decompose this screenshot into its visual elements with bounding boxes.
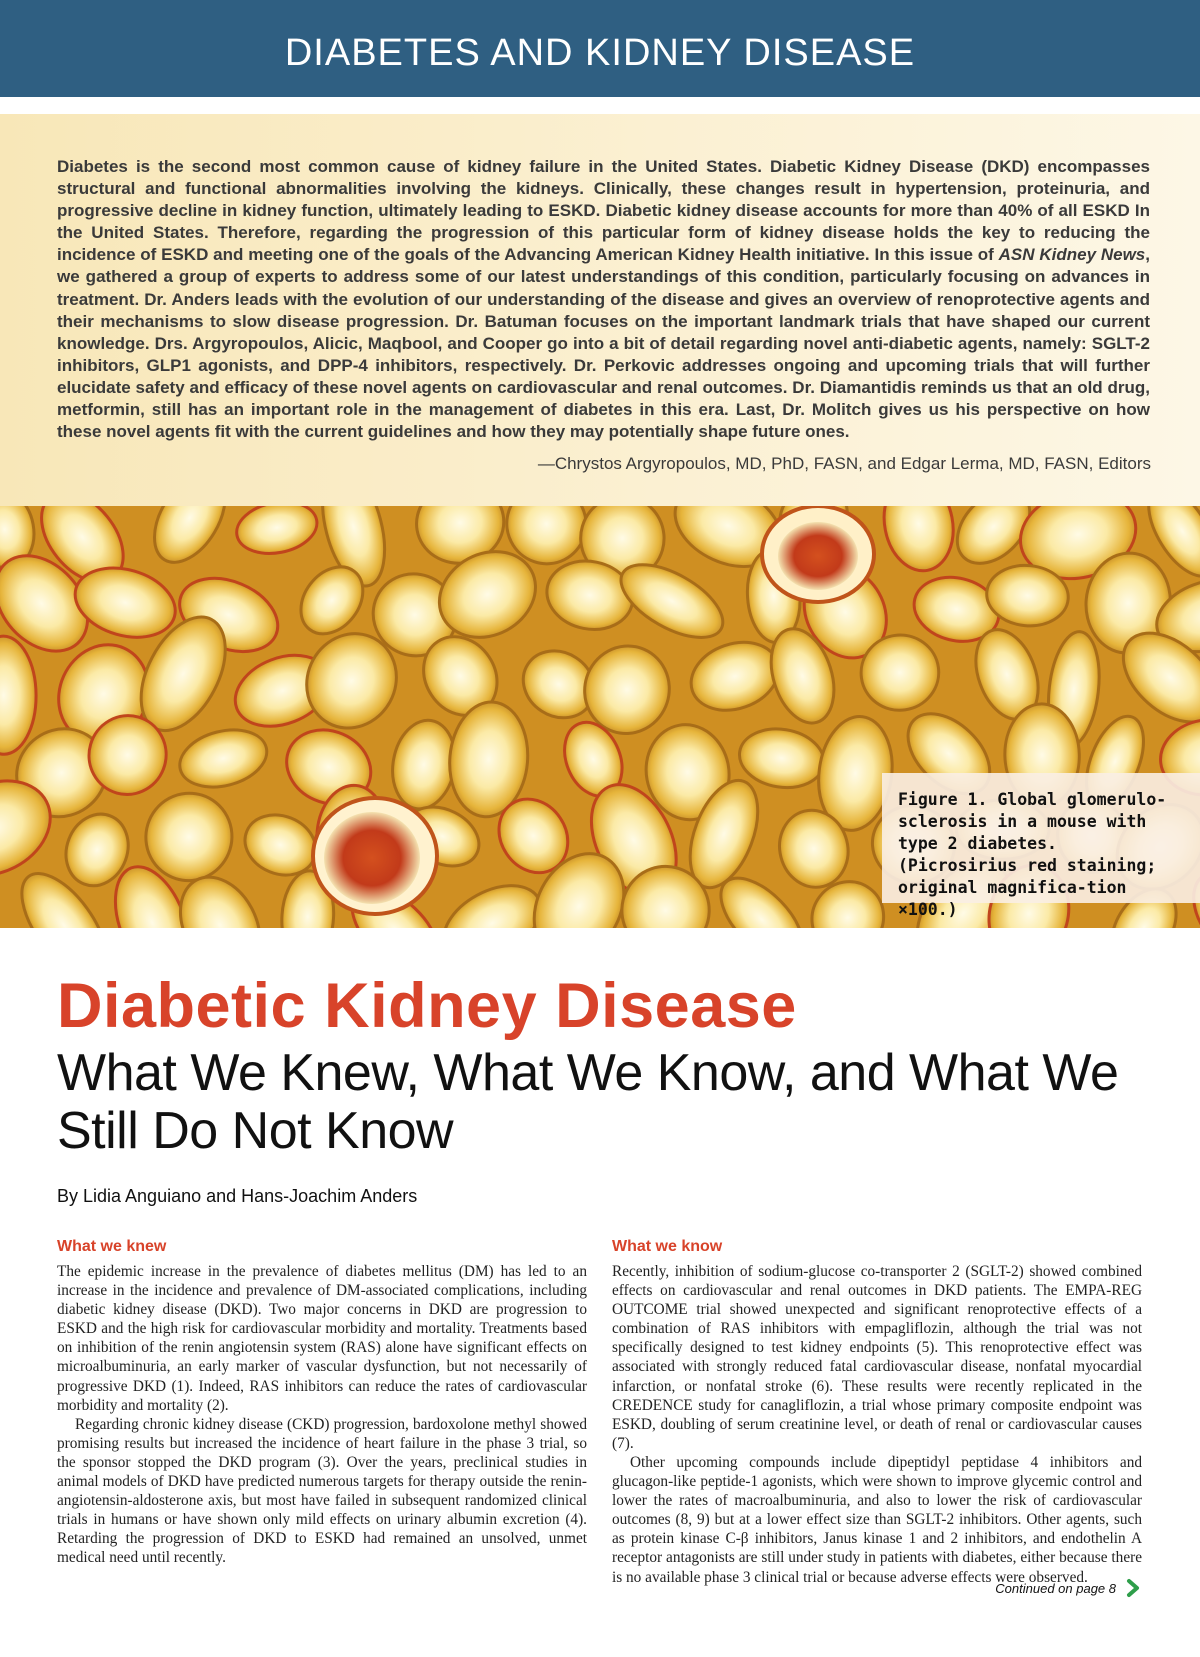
chevron-right-icon [1126,1578,1140,1598]
continued-text: Continued on page 8 [995,1580,1116,1596]
figure-caption: Figure 1. Global glomerulo-sclerosis in a mouse with type 2 diabetes. (Picrosirius red staining; original magnifica-tion ×100.) [898,790,1167,919]
figure-caption-box [882,773,1200,919]
histology-figure [0,506,1200,928]
left-paragraph-2: Regarding chronic kidney disease (CKD) progression, bardoxolone methyl showed promising results but increased the incidence of heart failure in the phase 3 trial, so the sponsor stopped the DKD program (3). Over the years, preclinical studies in animal models of DKD have predicted numerous targets for therapy outside the renin-angiotensin-aldosterone axis, but most have failed in subsequent randomized clinical trials in humans or have shown only mild effects on urinary albumin excretion (4). Retarding the progression of DKD to ESKD had remained an unsolved, unmet medical need until recently. [57,1415,587,1567]
article-subtitle: What We Knew, What We Know, and What We Still Do Not Know [57,1044,1119,1160]
intro-text-part2: , we gathered a group of experts to address some of our latest understandings of this condition, particularly focusing on advances in treatment. Dr. Anders leads with the evolution of our understanding of the disease and gives an overview of renoprotective agents and their mechanisms to slow disease progression. Dr. Batuman focuses on the important landmark trials that have shaped our current knowledge. Drs. Argyropoulos, Alicic, Maqbool, and Cooper go into a bit of detail regarding novel anti-diabetic agents, namely: SGLT-2 inhibitors, GLP1 agonists, and DPP-4 inhibitors, respectively. Dr. Perkovic addresses ongoing and upcoming trials that will further elucidate safety and efficacy of these novel agents on cardiovascular and renal outcomes. Dr. Diamantidis reminds us that an old drug, metformin, still has an important role in the management of diabetes in this era. Last, Dr. Molitch gives us his perspective on how these novel agents fit with the current guidelines and how they may potentially shape future ones. [57,245,1150,442]
article-title: Diabetic Kidney Disease [57,971,797,1041]
right-column [612,1238,1142,1587]
section-title: DIABETES AND KIDNEY DISEASE [284,32,916,74]
right-paragraph-1: Recently, inhibition of sodium-glucose co-transporter 2 (SGLT-2) showed combined effects on cardiovascular and renal outcomes in DKD patients. The EMPA-REG OUTCOME trial showed unexpected and significant renoprotective effects of a combination of RAS inhibitors with empagliflozin, although the trial was not specifically designed to test kidney endpoints (5). This renoprotective effect was associated with strongly reduced fatal cardiovascular disease, nonfatal myocardial infarction, or nonfatal stroke (6). These results were recently replicated in the CREDENCE study for canagliflozin, a trial whose primary composite endpoint was ESKD, doubling of serum creatinine level, or death of renal or cardiovascular causes (7). [612,1263,1142,1452]
left-heading: What we knew [57,1238,167,1255]
left-column [57,1238,587,1568]
intro-publication-name: ASN Kidney News [998,245,1146,265]
section-banner [0,0,1200,97]
intro-attribution: —Chrystos Argyropoulos, MD, PhD, FASN, and Edgar Lerma, MD, FASN, Editors [537,454,1151,473]
continued-link[interactable] [995,1578,1140,1598]
right-heading: What we know [612,1238,723,1255]
left-paragraph-1: The epidemic increase in the prevalence of diabetes mellitus (DM) has led to an increase in the incidence and prevalence of DM-associated complications, including diabetic kidney disease (DKD). Two major concerns in DKD are progression to ESKD and the high risk for cardiovascular morbidity and mortality. Treatments based on inhibition of the renin angiotensin system (RAS) alone have significant effects on microalbuminuria, an early marker of vascular dysfunction, but not necessarily of progressive DKD (1). Indeed, RAS inhibitors can reduce the rates of cardiovascular morbidity and mortality (2). [57,1263,587,1414]
intro-text [57,156,1150,443]
intro-text-part1: Diabetes is the second most common cause of kidney failure in the United States. Diabetic Kidney Disease (DKD) encompasses structural and functional abnormalities involving the kidneys. Clinically, these changes result in hypertension, proteinuria, and progressive decline in kidney function, ultimately leading to ESKD. Diabetic kidney disease accounts for more than 40% of all ESKD In the United States. Therefore, regarding the progression of this particular form of kidney disease holds the key to reducing the incidence of ESKD and meeting one of the goals of the Advancing American Kidney Health initiative. In this issue of [57,157,1150,265]
article-byline: By Lidia Anguiano and Hans-Joachim Anders [57,1186,418,1206]
editors-intro [0,114,1200,506]
right-paragraph-2: Other upcoming compounds include dipeptidyl peptidase 4 inhibitors and glucagon-like peptide-1 agonists, which were shown to improve glycemic control and lower the rates of macroalbuminuria, and also to lower the risk of cardiovascular outcomes (8, 9) but at a lower effect size than SGLT-2 inhibitors. Other agents, such as protein kinase C-β inhibitors, Janus kinase 1 and 2 inhibitors, and endothelin A receptor antagonists are still under study in patients with diabetes, either because there is no available phase 3 clinical trial or because adverse effects were observed. [612,1453,1142,1586]
